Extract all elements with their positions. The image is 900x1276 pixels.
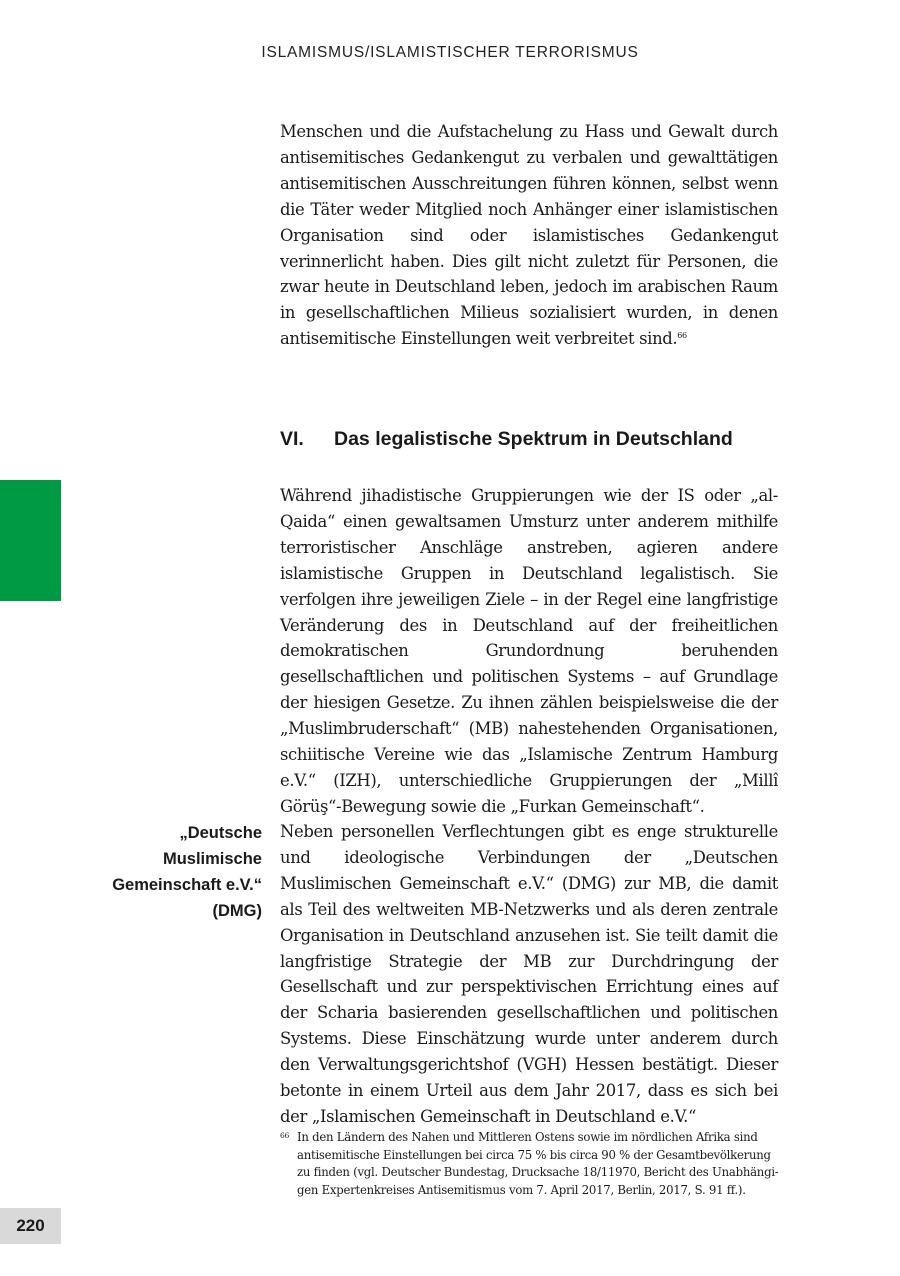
footnote-text [297, 1129, 779, 1199]
footnote-line: gen Expertenkreises Antisemitismus vom 7. April 2017, Berlin, 2017, S. 91 ff.). [297, 1182, 746, 1197]
paragraph-2: Während jihadistische Gruppierungen wie der IS oder „al-Qaida“ einen gewaltsamen Umsturz unter anderem mithilfe terroristischer Anschläge anstreben, agieren andere islamistische Gruppen in Deutschland legalistisch. Sie verfolgen ihre jeweiligen Ziele – in der Regel eine langfristige Veränderung des in Deutschland auf der freiheitlichen demokratischen Grundordnung beruhenden gesellschaftlichen und politischen Systems – auf Grundlage der hiesigen Gesetze. Zu ihnen zählen beispielsweise die der „Muslimbruderschaft“ (MB) nahestehenden Organisationen, schiitische Vereine wie das „Islamische Zentrum Hamburg e.V.“ (IZH), unterschiedliche Gruppierungen der „Millî Görüş“-Bewegung sowie die „Furkan Gemeinschaft“. [280, 486, 778, 816]
running-head: ISLAMISMUS/ISLAMISTISCHER TERRORISMUS [261, 44, 639, 61]
footnote-line: antisemitische Einstellungen bei circa 75 % bis circa 90 % der Gesamtbevölkerung [297, 1147, 771, 1162]
page-number: 220 [0, 1208, 61, 1244]
section-heading [280, 428, 800, 451]
section-color-tab [0, 480, 61, 601]
footnote-reference[interactable]: 66 [677, 331, 687, 341]
margin-note-line: (DMG) [212, 901, 262, 920]
footnote-line: In den Ländern des Nahen und Mittleren Ostens sowie im nördlichen Afrika sind [297, 1130, 758, 1144]
footnote [280, 1129, 778, 1199]
footnote-line: zu finden (vgl. Deutscher Bundestag, Drucksache 18/11970, Bericht des Unabhängi- [297, 1165, 779, 1180]
margin-note-line: Gemeinschaft e.V.“ [112, 875, 262, 894]
margin-note-line: „Deutsche [179, 824, 262, 842]
section-heading-number: VI. [280, 428, 304, 450]
footnote-mark: 66 [280, 1131, 290, 1140]
margin-note-line: Muslimische [162, 849, 262, 868]
paragraph-1 [280, 119, 778, 352]
margin-note-dmg [92, 821, 262, 925]
paragraph-1-text: Menschen und die Aufstachelung zu Hass und Gewalt durch antisemitisches Gedankengut zu verbalen und gewalttätigen antisemitischen Ausschreitungen führen können, selbst wenn die Täter weder Mitglied noch Anhänger einer islamistischen Organisation sind oder islamistisches Gedankengut verinnerlicht haben. Dies gilt nicht zuletzt für Personen, die zwar heute in Deutschland leben, jedoch im arabischen Raum in gesellschaftlichen Milieus sozialisiert wurden, in denen antisemitische Einstellungen weit verbreitet sind. [280, 122, 778, 349]
paragraph-3: Neben personellen Verflechtungen gibt es enge strukturelle und ideologische Verbindungen der „Deutschen Muslimischen Gemeinschaft e.V.“ (DMG) zur MB, die damit als Teil des weltweiten MB-Netzwerks und als deren zentrale Organisation in Deutschland anzusehen ist. Sie teilt damit die langfristige Strategie der MB zur Durchdringung der Gesellschaft und zur perspektivischen Errichtung eines auf der Scharia basierenden gesellschaftlichen und politischen Systems. Diese Einschätzung wurde unter anderem durch den Verwaltungsgerichtshof (VGH) Hessen bestätigt. Dieser betonte in einem Urteil aus dem Jahr 2017, dass es sich bei der „Islamischen Gemeinschaft in Deutschland e.V.“ [280, 822, 778, 1126]
section-heading-title: Das legalistische Spektrum in Deutschland [334, 428, 733, 450]
